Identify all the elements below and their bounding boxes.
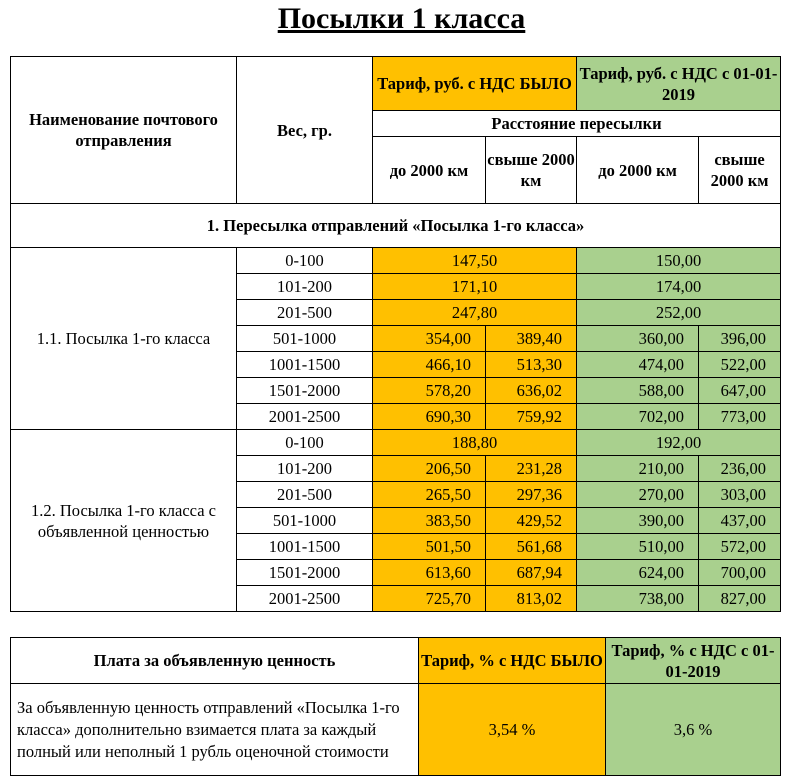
weight-column-header: Вес, гр. — [237, 57, 373, 204]
tariff-now-over-2000-cell: 396,00 — [699, 326, 781, 352]
tariff-was-over-2000-cell: 231,28 — [486, 456, 577, 482]
fee-header: Плата за объявленную ценность — [11, 638, 419, 684]
tariff-was-over-2000-cell: 636,02 — [486, 378, 577, 404]
fee-now-header: Тариф, % с НДС с 01-01-2019 — [606, 638, 781, 684]
tariff-was-over-2000-cell: 297,36 — [486, 482, 577, 508]
tariff-now-upto-2000-cell: 270,00 — [577, 482, 699, 508]
tariff-now-over-2000-cell: 303,00 — [699, 482, 781, 508]
tariff-was-cell: 171,10 — [373, 274, 577, 300]
declared-value-fee-table — [10, 637, 781, 776]
tariff-was-upto-2000-cell: 690,30 — [373, 404, 486, 430]
tariff-was-upto-2000-cell: 613,60 — [373, 560, 486, 586]
tariff-was-cell: 147,50 — [373, 248, 577, 274]
tariff-was-cell: 247,80 — [373, 300, 577, 326]
now-upto-2000-header: до 2000 км — [577, 137, 699, 204]
tariff-now-header: Тариф, руб. с НДС с 01-01-2019 — [577, 57, 781, 111]
page-title: Посылки 1 класса — [277, 2, 526, 35]
table-row — [11, 248, 781, 274]
tariff-was-cell: 188,80 — [373, 430, 577, 456]
tariff-now-over-2000-cell: 773,00 — [699, 404, 781, 430]
tariff-now-upto-2000-cell: 474,00 — [577, 352, 699, 378]
tariff-now-over-2000-cell: 647,00 — [699, 378, 781, 404]
weight-cell: 1501-2000 — [237, 560, 373, 586]
fee-was-value: 3,54 % — [419, 684, 606, 776]
weight-cell: 1001-1500 — [237, 352, 373, 378]
tariff-now-upto-2000-cell: 588,00 — [577, 378, 699, 404]
tariff-was-over-2000-cell: 561,68 — [486, 534, 577, 560]
tariff-was-header: Тариф, руб. с НДС БЫЛО — [373, 57, 577, 111]
tariff-now-cell: 252,00 — [577, 300, 781, 326]
tariff-now-over-2000-cell: 827,00 — [699, 586, 781, 612]
weight-cell: 501-1000 — [237, 326, 373, 352]
tariff-now-cell: 192,00 — [577, 430, 781, 456]
weight-cell: 501-1000 — [237, 508, 373, 534]
weight-cell: 1001-1500 — [237, 534, 373, 560]
tariff-was-upto-2000-cell: 578,20 — [373, 378, 486, 404]
group-name: 1.2. Посылка 1-го класса с объявленной ценностью — [11, 430, 237, 612]
tariff-was-over-2000-cell: 513,30 — [486, 352, 577, 378]
fee-now-value: 3,6 % — [606, 684, 781, 776]
weight-cell: 0-100 — [237, 248, 373, 274]
tariff-now-upto-2000-cell: 210,00 — [577, 456, 699, 482]
weight-cell: 201-500 — [237, 482, 373, 508]
tariff-now-upto-2000-cell: 360,00 — [577, 326, 699, 352]
tariff-now-cell: 150,00 — [577, 248, 781, 274]
fee-description: За объявленную ценность отправлений «Посылка 1-го класса» дополнительно взимается плата за каждый полный или неполный 1 рубль оценочной стоимости — [11, 684, 419, 776]
tariff-was-upto-2000-cell: 725,70 — [373, 586, 486, 612]
tariff-now-upto-2000-cell: 702,00 — [577, 404, 699, 430]
group-name: 1.1. Посылка 1-го класса — [11, 248, 237, 430]
weight-cell: 101-200 — [237, 456, 373, 482]
distance-header: Расстояние пересылки — [373, 111, 781, 137]
tariff-was-over-2000-cell: 759,92 — [486, 404, 577, 430]
tariff-was-upto-2000-cell: 206,50 — [373, 456, 486, 482]
tariff-now-cell: 174,00 — [577, 274, 781, 300]
was-upto-2000-header: до 2000 км — [373, 137, 486, 204]
weight-cell: 2001-2500 — [237, 586, 373, 612]
tariff-now-over-2000-cell: 522,00 — [699, 352, 781, 378]
weight-cell: 2001-2500 — [237, 404, 373, 430]
weight-cell: 201-500 — [237, 300, 373, 326]
tariff-now-over-2000-cell: 572,00 — [699, 534, 781, 560]
section-title: 1. Пересылка отправлений «Посылка 1-го класса» — [11, 204, 781, 248]
name-column-header: Наименование почтового отправления — [11, 57, 237, 204]
was-over-2000-header: свыше 2000 км — [486, 137, 577, 204]
tariff-was-upto-2000-cell: 354,00 — [373, 326, 486, 352]
tariff-now-upto-2000-cell: 624,00 — [577, 560, 699, 586]
table-row — [11, 430, 781, 456]
weight-cell: 1501-2000 — [237, 378, 373, 404]
tariff-now-over-2000-cell: 236,00 — [699, 456, 781, 482]
tariff-was-upto-2000-cell: 466,10 — [373, 352, 486, 378]
tariff-was-over-2000-cell: 429,52 — [486, 508, 577, 534]
tariff-now-upto-2000-cell: 738,00 — [577, 586, 699, 612]
fee-was-header: Тариф, % с НДС БЫЛО — [419, 638, 606, 684]
tariff-now-over-2000-cell: 437,00 — [699, 508, 781, 534]
tariff-now-over-2000-cell: 700,00 — [699, 560, 781, 586]
tariff-was-over-2000-cell: 687,94 — [486, 560, 577, 586]
tariff-now-upto-2000-cell: 390,00 — [577, 508, 699, 534]
tariff-was-upto-2000-cell: 265,50 — [373, 482, 486, 508]
tariff-was-upto-2000-cell: 501,50 — [373, 534, 486, 560]
weight-cell: 0-100 — [237, 430, 373, 456]
tariff-was-over-2000-cell: 813,02 — [486, 586, 577, 612]
tariff-table — [10, 56, 781, 612]
tariff-now-upto-2000-cell: 510,00 — [577, 534, 699, 560]
tariff-was-upto-2000-cell: 383,50 — [373, 508, 486, 534]
now-over-2000-header: свыше 2000 км — [699, 137, 781, 204]
weight-cell: 101-200 — [237, 274, 373, 300]
tariff-was-over-2000-cell: 389,40 — [486, 326, 577, 352]
